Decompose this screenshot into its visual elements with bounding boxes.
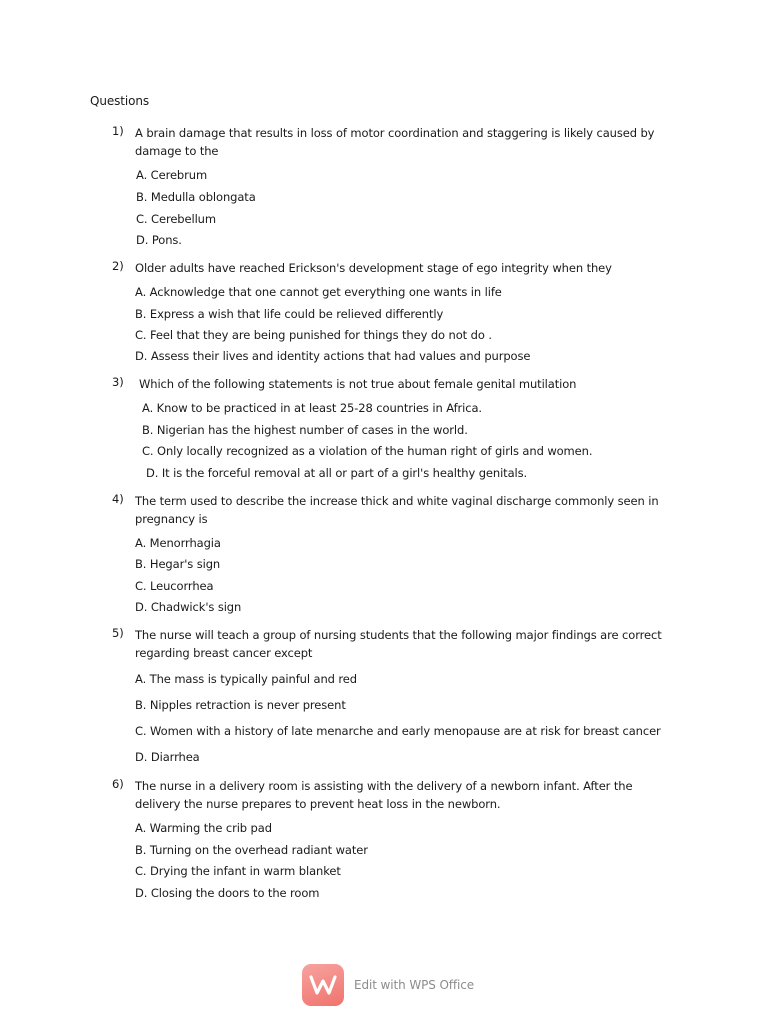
- question-text: A brain damage that results in loss of motor coordination and staggering is likely caused by damage to the: [135, 126, 655, 158]
- option-4a: A. Menorrhagia: [135, 536, 221, 550]
- wps-w-logo-icon: [302, 964, 344, 1006]
- option-3b: B. Nigerian has the highest number of cases in the world.: [142, 423, 468, 437]
- question-3: [112, 375, 672, 393]
- wps-edit-label: Edit with WPS Office: [354, 978, 475, 992]
- option-2a: A. Acknowledge that one cannot get everything one wants in life: [135, 285, 502, 299]
- question-number: 3): [112, 375, 124, 389]
- question-1: [112, 124, 672, 160]
- question-number: 4): [112, 492, 124, 506]
- question-6: [112, 777, 672, 813]
- question-number: 5): [112, 626, 124, 640]
- question-4: [112, 492, 672, 528]
- option-4c: C. Leucorrhea: [135, 579, 214, 593]
- option-3d: D. It is the forceful removal at all or part of a girl's healthy genitals.: [146, 466, 528, 480]
- option-3a: A. Know to be practiced in at least 25-28 countries in Africa.: [142, 401, 482, 415]
- option-1b: B. Medulla oblongata: [136, 190, 256, 204]
- question-text: The nurse in a delivery room is assisting with the delivery of a newborn infant. After the delivery the nurse prepares to prevent heat loss in the newborn.: [135, 779, 633, 811]
- option-1a: A. Cerebrum: [136, 168, 208, 182]
- option-2c: C. Feel that they are being punished for things they do not do .: [135, 328, 492, 342]
- question-5: [112, 626, 672, 662]
- option-5a: A. The mass is typically painful and red: [135, 672, 357, 686]
- option-2b: B. Express a wish that life could be relieved differently: [135, 307, 444, 321]
- question-text: The term used to describe the increase thick and white vaginal discharge commonly seen in pregnancy is: [135, 494, 659, 526]
- question-number: 6): [112, 777, 124, 791]
- option-5c: C. Women with a history of late menarche and early menopause are at risk for breast cancer: [135, 724, 661, 738]
- option-1d: D. Pons.: [136, 233, 182, 247]
- option-6a: A. Warming the crib pad: [135, 821, 272, 835]
- question-text: The nurse will teach a group of nursing students that the following major findings are correct regarding breast cancer except: [135, 628, 662, 660]
- question-text: Which of the following statements is not true about female genital mutilation: [139, 377, 577, 391]
- questions-heading: Questions: [90, 94, 150, 108]
- option-2d: D. Assess their lives and identity actions that had values and purpose: [135, 349, 531, 363]
- question-number: 1): [112, 124, 124, 138]
- option-4d: D. Chadwick's sign: [135, 600, 242, 614]
- option-3c: C. Only locally recognized as a violation of the human right of girls and women.: [142, 444, 593, 458]
- question-2: [112, 259, 672, 277]
- option-4b: B. Hegar's sign: [135, 557, 221, 571]
- option-6c: C. Drying the infant in warm blanket: [135, 864, 341, 878]
- option-1c: C. Cerebellum: [136, 212, 216, 226]
- question-text: Older adults have reached Erickson's development stage of ego integrity when they: [135, 261, 612, 275]
- option-6b: B. Turning on the overhead radiant water: [135, 843, 368, 857]
- question-number: 2): [112, 259, 124, 273]
- wps-edit-banner[interactable]: [302, 964, 474, 1006]
- option-5b: B. Nipples retraction is never present: [135, 698, 346, 712]
- option-6d: D. Closing the doors to the room: [135, 886, 320, 900]
- option-5d: D. Diarrhea: [135, 750, 200, 764]
